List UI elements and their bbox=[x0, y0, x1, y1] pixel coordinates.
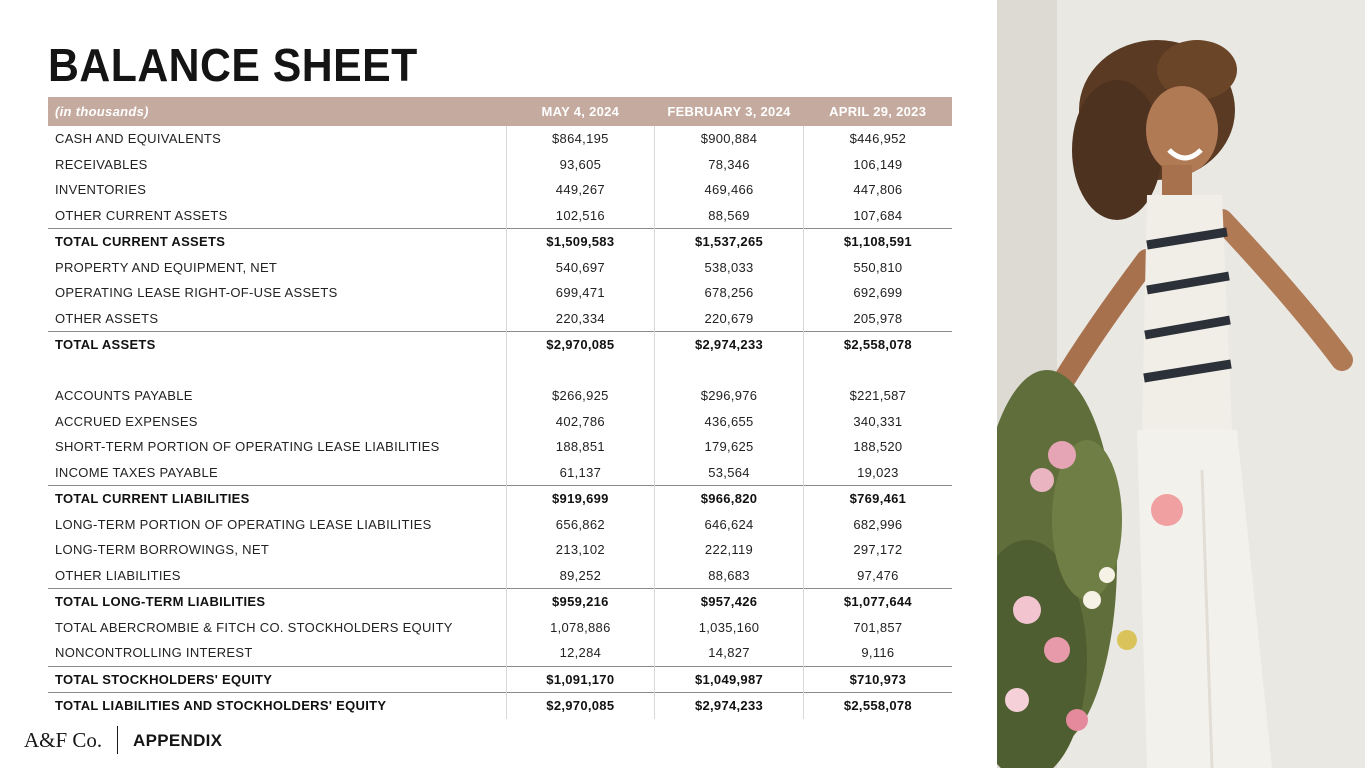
cell-apr-2023: 188,520 bbox=[803, 434, 952, 460]
cell-apr-2023: 340,331 bbox=[803, 409, 952, 435]
cell-may-2024: 656,862 bbox=[506, 512, 655, 538]
cell-may-2024: $266,925 bbox=[506, 383, 655, 409]
balance-sheet-table-container bbox=[48, 97, 952, 719]
table-row bbox=[48, 280, 952, 306]
cell-feb-2024: 678,256 bbox=[655, 280, 804, 306]
table-row bbox=[48, 563, 952, 589]
row-label: OTHER CURRENT ASSETS bbox=[55, 207, 228, 223]
cell-apr-2023: 97,476 bbox=[803, 563, 952, 589]
cell-feb-2024: $1,049,987 bbox=[655, 666, 804, 693]
table-row bbox=[48, 537, 952, 563]
cell-apr-2023: 297,172 bbox=[803, 537, 952, 563]
page-title: BALANCE SHEET bbox=[48, 39, 418, 91]
table-body bbox=[48, 126, 952, 719]
cell-may-2024: 89,252 bbox=[506, 563, 655, 589]
table-row bbox=[48, 177, 952, 203]
cell-apr-2023: 205,978 bbox=[803, 306, 952, 332]
cell-apr-2023: $221,587 bbox=[803, 383, 952, 409]
cell-feb-2024: $957,426 bbox=[655, 589, 804, 615]
cell-feb-2024: 179,625 bbox=[655, 434, 804, 460]
table-row bbox=[48, 460, 952, 486]
cell-feb-2024: 538,033 bbox=[655, 255, 804, 281]
cell-apr-2023: $2,558,078 bbox=[803, 693, 952, 719]
cell-apr-2023: 682,996 bbox=[803, 512, 952, 538]
table-total-row bbox=[48, 693, 952, 719]
cell-apr-2023: $2,558,078 bbox=[803, 332, 952, 358]
row-label: TOTAL LONG-TERM LIABILITIES bbox=[48, 589, 506, 615]
cell-apr-2023: $446,952 bbox=[803, 126, 952, 152]
table-row bbox=[48, 203, 952, 229]
cell-feb-2024: 469,466 bbox=[655, 177, 804, 203]
model-photo bbox=[997, 0, 1365, 768]
cell-may-2024: 1,078,886 bbox=[506, 615, 655, 641]
header-may-2024: MAY 4, 2024 bbox=[506, 97, 655, 126]
row-label: OPERATING LEASE RIGHT-OF-USE ASSETS bbox=[55, 285, 338, 301]
cell-may-2024: 61,137 bbox=[506, 460, 655, 486]
row-label: NONCONTROLLING INTEREST bbox=[55, 645, 253, 661]
row-label: TOTAL ABERCROMBIE & FITCH CO. STOCKHOLDERS EQUITY bbox=[55, 619, 453, 635]
cell-may-2024: 93,605 bbox=[506, 152, 655, 178]
cell-feb-2024: $296,976 bbox=[655, 383, 804, 409]
footer-section-label: APPENDIX bbox=[133, 731, 223, 750]
row-label: TOTAL LIABILITIES AND STOCKHOLDERS' EQUITY bbox=[48, 693, 506, 719]
header-feb-2024: FEBRUARY 3, 2024 bbox=[655, 97, 804, 126]
footer-divider bbox=[117, 726, 118, 754]
row-label: PROPERTY AND EQUIPMENT, NET bbox=[55, 259, 278, 275]
cell-feb-2024 bbox=[655, 358, 804, 384]
table-total-row bbox=[48, 666, 952, 693]
row-label: INCOME TAXES PAYABLE bbox=[55, 464, 219, 480]
cell-may-2024: $959,216 bbox=[506, 589, 655, 615]
cell-feb-2024: 220,679 bbox=[655, 306, 804, 332]
cell-feb-2024: 88,569 bbox=[655, 203, 804, 229]
cell-feb-2024: 1,035,160 bbox=[655, 615, 804, 641]
cell-feb-2024: $966,820 bbox=[655, 486, 804, 512]
row-label: OTHER ASSETS bbox=[55, 310, 159, 326]
row-label: SHORT-TERM PORTION OF OPERATING LEASE LIABILITIES bbox=[55, 439, 440, 455]
cell-apr-2023: 447,806 bbox=[803, 177, 952, 203]
row-label: LONG-TERM PORTION OF OPERATING LEASE LIABILITIES bbox=[55, 516, 432, 532]
table-row bbox=[48, 434, 952, 460]
cell-may-2024: $919,699 bbox=[506, 486, 655, 512]
table-row bbox=[48, 152, 952, 178]
table-total-row bbox=[48, 486, 952, 512]
row-label bbox=[48, 358, 506, 384]
table-row bbox=[48, 512, 952, 538]
cell-feb-2024: $1,537,265 bbox=[655, 229, 804, 255]
row-label: TOTAL CURRENT ASSETS bbox=[48, 229, 506, 255]
cell-apr-2023: $1,108,591 bbox=[803, 229, 952, 255]
cell-may-2024: 102,516 bbox=[506, 203, 655, 229]
table-row bbox=[48, 615, 952, 641]
cell-feb-2024: $2,974,233 bbox=[655, 693, 804, 719]
cell-apr-2023: 550,810 bbox=[803, 255, 952, 281]
row-label: RECEIVABLES bbox=[55, 156, 148, 172]
cell-feb-2024: 222,119 bbox=[655, 537, 804, 563]
row-label: OTHER LIABILITIES bbox=[55, 567, 181, 583]
company-logo: A&F Co. bbox=[24, 728, 103, 752]
model-photo-illustration bbox=[997, 0, 1365, 768]
cell-may-2024: 699,471 bbox=[506, 280, 655, 306]
row-label: ACCOUNTS PAYABLE bbox=[55, 388, 193, 404]
cell-may-2024: 188,851 bbox=[506, 434, 655, 460]
table-row bbox=[48, 126, 952, 152]
cell-feb-2024: 436,655 bbox=[655, 409, 804, 435]
table-total-row bbox=[48, 589, 952, 615]
row-label: TOTAL ASSETS bbox=[48, 332, 506, 358]
cell-feb-2024: 14,827 bbox=[655, 640, 804, 666]
header-apr-2023: APRIL 29, 2023 bbox=[803, 97, 952, 126]
table-total-row bbox=[48, 229, 952, 255]
cell-apr-2023: $1,077,644 bbox=[803, 589, 952, 615]
cell-may-2024 bbox=[506, 358, 655, 384]
cell-may-2024: 220,334 bbox=[506, 306, 655, 332]
table-row bbox=[48, 640, 952, 666]
row-label: INVENTORIES bbox=[55, 182, 147, 198]
cell-may-2024: 540,697 bbox=[506, 255, 655, 281]
cell-apr-2023: 107,684 bbox=[803, 203, 952, 229]
cell-may-2024: 402,786 bbox=[506, 409, 655, 435]
balance-sheet-table bbox=[48, 97, 952, 719]
cell-apr-2023: $769,461 bbox=[803, 486, 952, 512]
row-label: ACCRUED EXPENSES bbox=[55, 413, 198, 429]
table-row bbox=[48, 255, 952, 281]
cell-may-2024: $1,509,583 bbox=[506, 229, 655, 255]
row-label: TOTAL CURRENT LIABILITIES bbox=[48, 486, 506, 512]
cell-apr-2023: 106,149 bbox=[803, 152, 952, 178]
cell-may-2024: 449,267 bbox=[506, 177, 655, 203]
cell-feb-2024: 88,683 bbox=[655, 563, 804, 589]
cell-may-2024: 12,284 bbox=[506, 640, 655, 666]
cell-feb-2024: $2,974,233 bbox=[655, 332, 804, 358]
cell-may-2024: 213,102 bbox=[506, 537, 655, 563]
cell-apr-2023: 701,857 bbox=[803, 615, 952, 641]
table-total-row bbox=[48, 332, 952, 358]
cell-may-2024: $2,970,085 bbox=[506, 332, 655, 358]
row-label: LONG-TERM BORROWINGS, NET bbox=[55, 542, 270, 558]
table-row bbox=[48, 383, 952, 409]
cell-may-2024: $864,195 bbox=[506, 126, 655, 152]
table-row bbox=[48, 306, 952, 332]
cell-feb-2024: 53,564 bbox=[655, 460, 804, 486]
cell-feb-2024: $900,884 bbox=[655, 126, 804, 152]
cell-apr-2023: 19,023 bbox=[803, 460, 952, 486]
cell-apr-2023 bbox=[803, 358, 952, 384]
table-row bbox=[48, 409, 952, 435]
cell-apr-2023: 692,699 bbox=[803, 280, 952, 306]
cell-apr-2023: 9,116 bbox=[803, 640, 952, 666]
header-units: (in thousands) bbox=[48, 97, 506, 126]
cell-feb-2024: 78,346 bbox=[655, 152, 804, 178]
cell-feb-2024: 646,624 bbox=[655, 512, 804, 538]
cell-may-2024: $1,091,170 bbox=[506, 666, 655, 693]
cell-apr-2023: $710,973 bbox=[803, 666, 952, 693]
table-spacer-row bbox=[48, 358, 952, 384]
row-label: TOTAL STOCKHOLDERS' EQUITY bbox=[48, 666, 506, 693]
table-header-row bbox=[48, 97, 952, 126]
row-label: CASH AND EQUIVALENTS bbox=[55, 131, 222, 147]
cell-may-2024: $2,970,085 bbox=[506, 693, 655, 719]
